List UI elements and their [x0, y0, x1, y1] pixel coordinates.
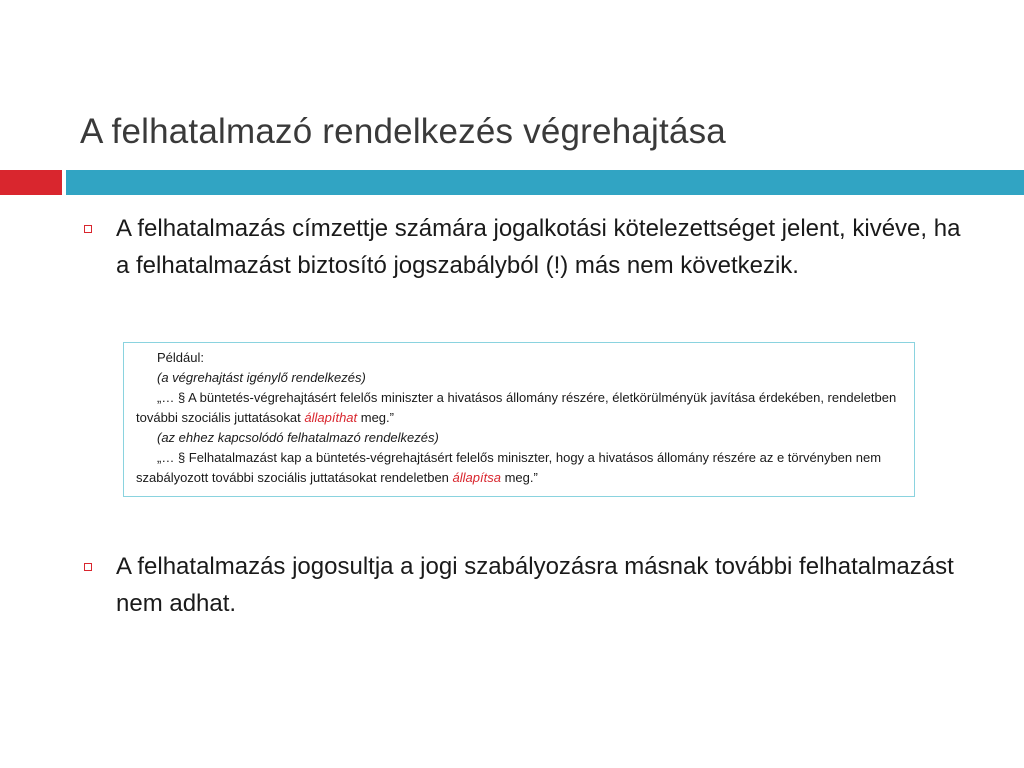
example-label: (az ehhez kapcsolódó felhatalmazó rendelkezés)	[157, 430, 439, 445]
quote-text: „… § Felhatalmazást kap a büntetés-végrehajtásért felelős miniszter, hogy a hivatásos állomány részére az e törvényben nem szabályozott további szociális juttatásokat rendeletben	[136, 450, 882, 485]
quote-text-end: meg.”	[500, 470, 538, 485]
slide-title: A felhatalmazó rendelkezés végrehajtása	[80, 112, 726, 151]
square-bullet-icon	[84, 225, 92, 233]
quote-text-end: meg.”	[357, 410, 394, 425]
bullet-item	[84, 548, 974, 622]
example-quote	[136, 448, 904, 488]
example-quote	[136, 388, 904, 428]
square-bullet-icon	[84, 563, 92, 571]
quote-highlight: állapítsa	[452, 470, 501, 485]
accent-bar-red	[0, 170, 62, 195]
example-label: (a végrehajtást igénylő rendelkezés)	[157, 370, 366, 385]
bullet-text: A felhatalmazás jogosultja a jogi szabályozásra másnak további felhatalmazást nem adhat.	[116, 553, 954, 617]
bullet-text: A felhatalmazás címzettje számára jogalkotási kötelezettséget jelent, kivéve, ha a felhatalmazást biztosító jogszabályból (!) más nem következik.	[116, 215, 961, 279]
bullet-item	[84, 210, 974, 284]
example-heading: Például:	[157, 350, 204, 365]
quote-highlight: állapíthat	[304, 410, 358, 425]
quote-text: „… § A büntetés-végrehajtásért felelős miniszter a hivatásos állomány részére, életkörülményük javítása érdekében, rendeletben további szociális juttatásokat	[136, 390, 897, 425]
example-box	[123, 342, 915, 497]
accent-bar-blue	[66, 170, 1024, 195]
